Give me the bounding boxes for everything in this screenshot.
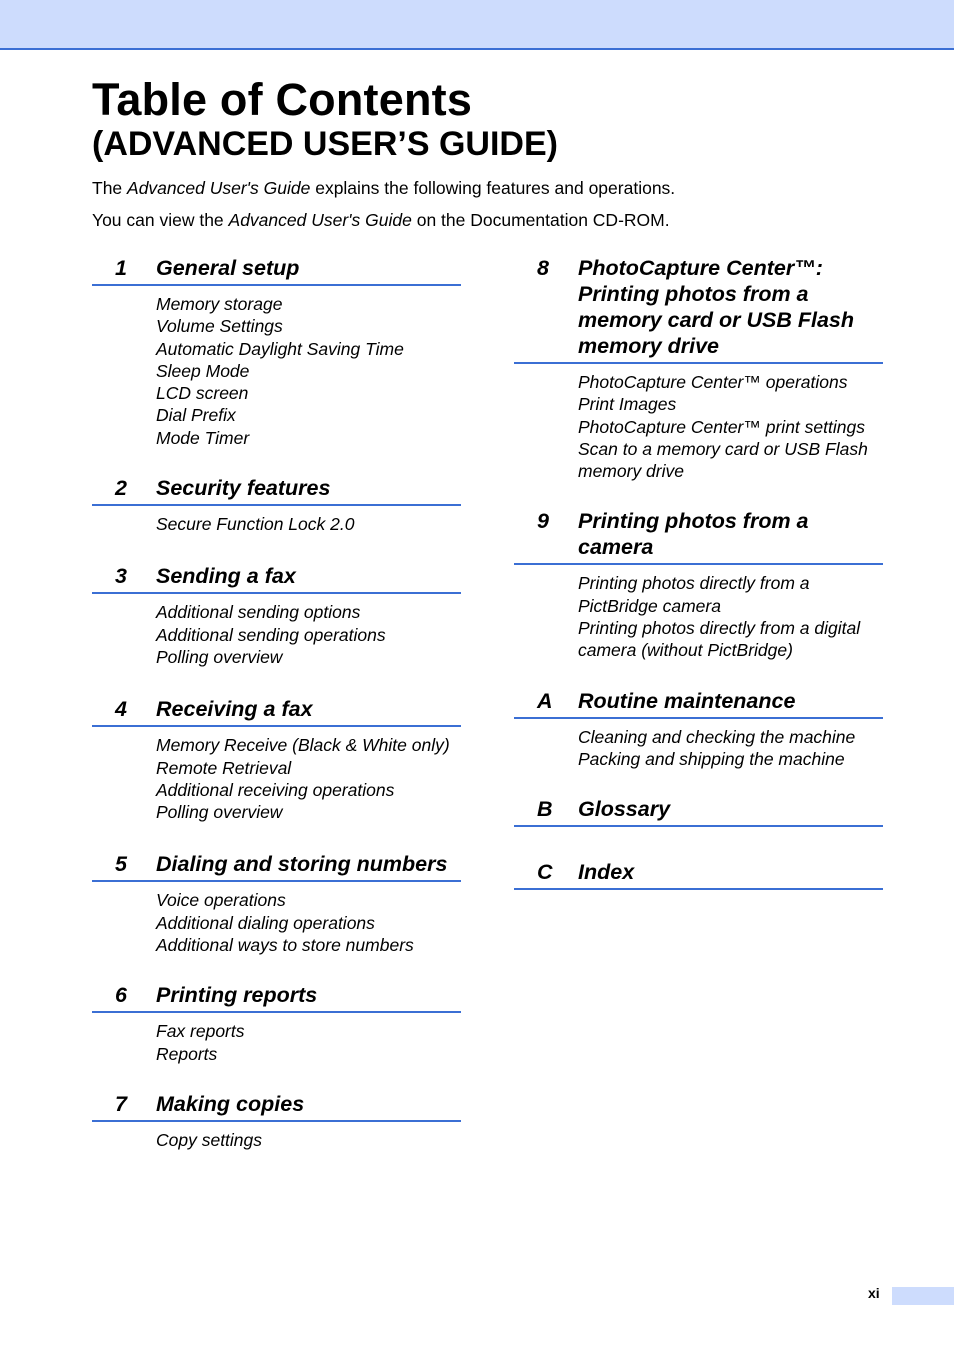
intro-text: The xyxy=(92,178,128,198)
chapter-title-line: General setup xyxy=(156,256,300,280)
topic-item[interactable]: Dial Prefix xyxy=(156,405,236,426)
intro-text: You can view the xyxy=(92,210,229,230)
page-subtitle: (ADVANCED USER’S GUIDE) xyxy=(92,125,558,163)
chapter-title xyxy=(578,688,883,714)
chapter-heading[interactable] xyxy=(92,851,461,882)
topic-item[interactable]: PhotoCapture Center™ print settings xyxy=(578,416,865,437)
topic-item[interactable]: Print Images xyxy=(578,394,677,415)
topic-item[interactable]: Reports xyxy=(156,1043,218,1064)
chapter-title-line: PhotoCapture Center™: xyxy=(578,256,823,280)
topic-item[interactable]: Fax reports xyxy=(156,1021,245,1042)
intro-line-1 xyxy=(92,177,675,199)
chapter-number: A xyxy=(537,688,553,713)
topic-item[interactable]: Secure Function Lock 2.0 xyxy=(156,514,355,535)
toc-left-column xyxy=(92,255,461,1151)
chapter-title xyxy=(156,563,461,589)
toc-chapter xyxy=(92,982,461,1065)
topic-item[interactable]: Automatic Daylight Saving Time xyxy=(156,338,404,359)
intro-line-2 xyxy=(92,209,670,231)
chapter-number: 9 xyxy=(537,509,549,534)
topic-item[interactable]: Memory storage xyxy=(156,294,283,314)
chapter-title xyxy=(578,255,883,359)
topic-item[interactable]: LCD screen xyxy=(156,383,249,404)
chapter-title xyxy=(156,255,461,281)
chapter-number: C xyxy=(537,860,553,885)
topic-list xyxy=(514,565,883,661)
toc-chapter xyxy=(514,688,883,771)
toc-chapter xyxy=(92,563,461,668)
chapter-heading[interactable] xyxy=(514,688,883,719)
topic-item[interactable]: Printing photos directly from a digital xyxy=(578,618,861,639)
chapter-heading[interactable] xyxy=(92,255,461,286)
topic-item[interactable]: camera (without PictBridge) xyxy=(578,640,793,661)
chapter-heading[interactable] xyxy=(92,563,461,594)
chapter-number: B xyxy=(537,797,553,822)
topic-list xyxy=(92,1013,461,1065)
chapter-title-line: Printing photos from a xyxy=(578,509,809,534)
chapter-heading[interactable] xyxy=(92,982,461,1013)
topic-item[interactable]: Volume Settings xyxy=(156,316,283,337)
chapter-title xyxy=(578,508,883,560)
chapter-title xyxy=(156,851,461,877)
toc-chapter xyxy=(92,255,461,449)
page-number: xi xyxy=(868,1285,880,1301)
topic-item[interactable]: Memory Receive (Black & White only) xyxy=(156,735,450,756)
toc-chapter xyxy=(514,508,883,661)
chapter-title xyxy=(156,1091,461,1117)
chapter-number: 7 xyxy=(115,1091,127,1116)
chapter-title-line: Dialing and storing numbers xyxy=(156,852,448,877)
chapter-number: 1 xyxy=(115,256,127,280)
intro-text: explains the following features and operations. xyxy=(310,178,676,198)
topic-item[interactable]: Additional receiving operations xyxy=(156,779,395,800)
chapter-title-line: Routine maintenance xyxy=(578,688,796,713)
topic-item[interactable]: PictBridge camera xyxy=(578,595,721,616)
topic-item[interactable]: Additional dialing operations xyxy=(156,912,375,933)
chapter-title-line: Making copies xyxy=(156,1091,305,1116)
chapter-title xyxy=(156,475,461,501)
topic-item[interactable]: Additional sending operations xyxy=(156,624,386,645)
topic-item[interactable]: Sleep Mode xyxy=(156,360,250,381)
chapter-heading[interactable] xyxy=(514,796,883,827)
topic-item[interactable]: Polling overview xyxy=(156,802,283,823)
chapter-number: 4 xyxy=(115,697,127,722)
topic-item[interactable]: Additional sending options xyxy=(156,602,361,623)
topic-list xyxy=(92,1122,461,1151)
chapter-title-line: camera xyxy=(578,535,654,560)
toc-chapter xyxy=(514,796,883,827)
topic-item[interactable]: Cleaning and checking the machine xyxy=(578,726,856,747)
topic-item[interactable]: Mode Timer xyxy=(156,427,250,448)
chapter-title xyxy=(578,859,883,885)
topic-list xyxy=(92,882,461,956)
topic-item[interactable]: Printing photos directly from a xyxy=(578,573,810,594)
chapter-heading[interactable] xyxy=(92,696,461,727)
chapter-heading[interactable] xyxy=(92,475,461,506)
chapter-title-line: Printing reports xyxy=(156,983,318,1008)
chapter-title xyxy=(156,696,461,722)
chapter-number: 5 xyxy=(115,852,127,877)
topic-item[interactable]: PhotoCapture Center™ operations xyxy=(578,372,848,392)
chapter-title xyxy=(156,982,461,1008)
topic-item[interactable]: memory drive xyxy=(578,461,684,482)
topic-list xyxy=(92,594,461,668)
topic-list xyxy=(514,364,883,482)
chapter-number: 6 xyxy=(115,983,127,1008)
toc-chapter xyxy=(514,859,883,890)
chapter-number: 8 xyxy=(537,256,549,280)
topic-item[interactable]: Remote Retrieval xyxy=(156,757,292,778)
chapter-title-line: Printing photos from a xyxy=(578,282,809,306)
page-corner-tab xyxy=(892,1287,954,1305)
chapter-number: 3 xyxy=(115,564,127,589)
topic-item[interactable]: Polling overview xyxy=(156,646,283,667)
chapter-title-line: Glossary xyxy=(578,797,671,822)
chapter-title-line: Index xyxy=(578,860,635,885)
page-title: Table of Contents xyxy=(92,74,473,125)
chapter-title-line: memory drive xyxy=(578,334,720,358)
chapter-title-line: Receiving a fax xyxy=(156,697,313,722)
toc-chapter xyxy=(92,1091,461,1151)
topic-list xyxy=(92,506,461,535)
topic-list xyxy=(92,286,461,449)
chapter-heading[interactable] xyxy=(514,255,883,364)
topic-list xyxy=(514,719,883,771)
guide-name: Advanced User's Guide xyxy=(127,178,311,198)
intro-text: on the Documentation CD-ROM. xyxy=(411,210,670,230)
chapter-title-line: Security features xyxy=(156,476,331,501)
toc-chapter xyxy=(92,851,461,956)
topic-item[interactable]: Copy settings xyxy=(156,1129,263,1150)
toc-chapter xyxy=(92,475,461,535)
topic-item[interactable]: Voice operations xyxy=(156,890,286,911)
chapter-heading[interactable] xyxy=(514,859,883,890)
topic-list xyxy=(92,727,461,823)
chapter-heading[interactable] xyxy=(92,1091,461,1122)
chapter-title-line: Sending a fax xyxy=(156,564,296,589)
chapter-title xyxy=(578,796,883,822)
topic-item[interactable]: Additional ways to store numbers xyxy=(156,935,414,956)
chapter-title-line: memory card or USB Flash xyxy=(578,308,855,332)
toc-chapter xyxy=(92,696,461,823)
chapter-number: 2 xyxy=(115,476,127,501)
toc-chapter xyxy=(514,255,883,482)
chapter-heading[interactable] xyxy=(514,508,883,565)
topic-item[interactable]: Packing and shipping the machine xyxy=(578,748,845,769)
guide-name: Advanced User's Guide xyxy=(228,210,412,230)
topic-item[interactable]: Scan to a memory card or USB Flash xyxy=(578,438,868,459)
header-band xyxy=(0,0,954,50)
toc-right-column xyxy=(514,255,883,890)
